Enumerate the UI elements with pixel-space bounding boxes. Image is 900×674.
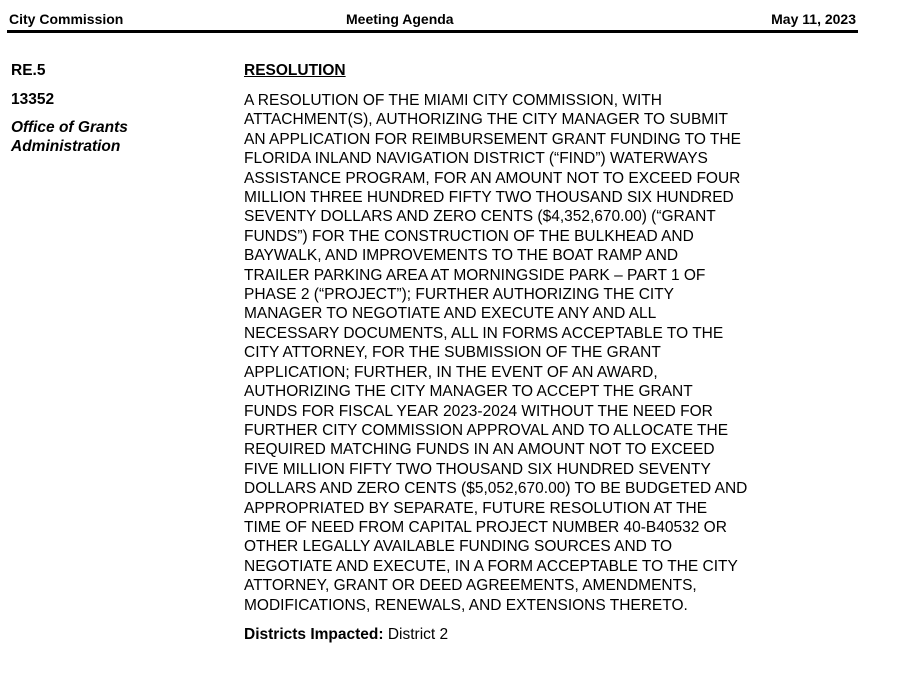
resolution-line: AN APPLICATION FOR REIMBURSEMENT GRANT FUNDING TO THE [244,130,741,148]
resolution-line: DOLLARS AND ZERO CENTS ($5,052,670.00) TO BE BUDGETED AND [244,480,748,498]
resolution-line: FIVE MILLION FIFTY TWO THOUSAND SIX HUNDRED SEVENTY [244,460,711,478]
resolution-line: MODIFICATIONS, RENEWALS, AND EXTENSIONS THERETO. [244,596,688,614]
resolution-line: TRAILER PARKING AREA AT MORNINGSIDE PARK – PART 1 OF [244,266,706,284]
resolution-section [244,61,804,645]
resolution-line: MILLION THREE HUNDRED FIFTY TWO THOUSAND SIX HUNDRED [244,189,734,207]
department-line: Administration [11,138,121,155]
resolution-line: ATTORNEY, GRANT OR DEED AGREEMENTS, AMENDMENTS, [244,577,697,595]
resolution-heading: RESOLUTION [244,62,346,79]
resolution-line: FUNDS”) FOR THE CONSTRUCTION OF THE BULKHEAD AND [244,227,694,245]
resolution-line: APPROPRIATED BY SEPARATE, FUTURE RESOLUTION AT THE [244,499,708,517]
agenda-item-id: RE.5 [11,62,46,79]
resolution-line: OTHER LEGALLY AVAILABLE FUNDING SOURCES AND TO [244,538,673,556]
item-info [11,61,211,156]
resolution-text [244,91,804,615]
resolution-line: A RESOLUTION OF THE MIAMI CITY COMMISSION, WITH [244,92,662,109]
resolution-line: PHASE 2 (“PROJECT”); FURTHER AUTHORIZING THE CITY [244,286,675,304]
resolution-line: CITY ATTORNEY, FOR THE SUBMISSION OF THE GRANT [244,344,661,362]
resolution-line: SEVENTY DOLLARS AND ZERO CENTS ($4,352,670.00) (“GRANT [244,208,716,226]
resolution-line: TIME OF NEED FROM CAPITAL PROJECT NUMBER 40-B40532 OR [244,518,727,536]
resolution-line: AUTHORIZING THE CITY MANAGER TO ACCEPT THE GRANT [244,383,693,401]
resolution-line: NECESSARY DOCUMENTS, ALL IN FORMS ACCEPTABLE TO THE [244,324,724,342]
resolution-line: NEGOTIATE AND EXECUTE, IN A FORM ACCEPTABLE TO THE CITY [244,557,738,575]
resolution-line: MANAGER TO NEGOTIATE AND EXECUTE ANY AND ALL [244,305,657,323]
header-divider [7,30,858,33]
sponsoring-department [11,118,211,156]
header-commission: City Commission [9,11,124,27]
resolution-line: REQUIRED MATCHING FUNDS IN AN AMOUNT NOT TO EXCEED [244,441,715,459]
file-number: 13352 [11,91,55,108]
resolution-line: FURTHER CITY COMMISSION APPROVAL AND TO ALLOCATE THE [244,421,729,439]
resolution-line: ASSISTANCE PROGRAM, FOR AN AMOUNT NOT TO EXCEED FOUR [244,169,741,187]
resolution-line: BAYWALK, AND IMPROVEMENTS TO THE BOAT RAMP AND [244,247,679,265]
header-agenda-title: Meeting Agenda [346,11,454,27]
resolution-line: FLORIDA INLAND NAVIGATION DISTRICT (“FIND”) WATERWAYS [244,150,708,168]
resolution-line: ATTACHMENT(S), AUTHORIZING THE CITY MANAGER TO SUBMIT [244,111,728,129]
districts-value: District 2 [387,625,449,643]
resolution-line: APPLICATION; FURTHER, IN THE EVENT OF AN AWARD, [244,363,658,381]
districts-impacted [244,625,804,645]
page-header [9,11,856,31]
header-date: May 11, 2023 [771,11,856,27]
resolution-line: FUNDS FOR FISCAL YEAR 2023-2024 WITHOUT THE NEED FOR [244,402,713,420]
districts-label: Districts Impacted: [244,625,384,643]
department-line: Office of Grants [11,119,128,136]
